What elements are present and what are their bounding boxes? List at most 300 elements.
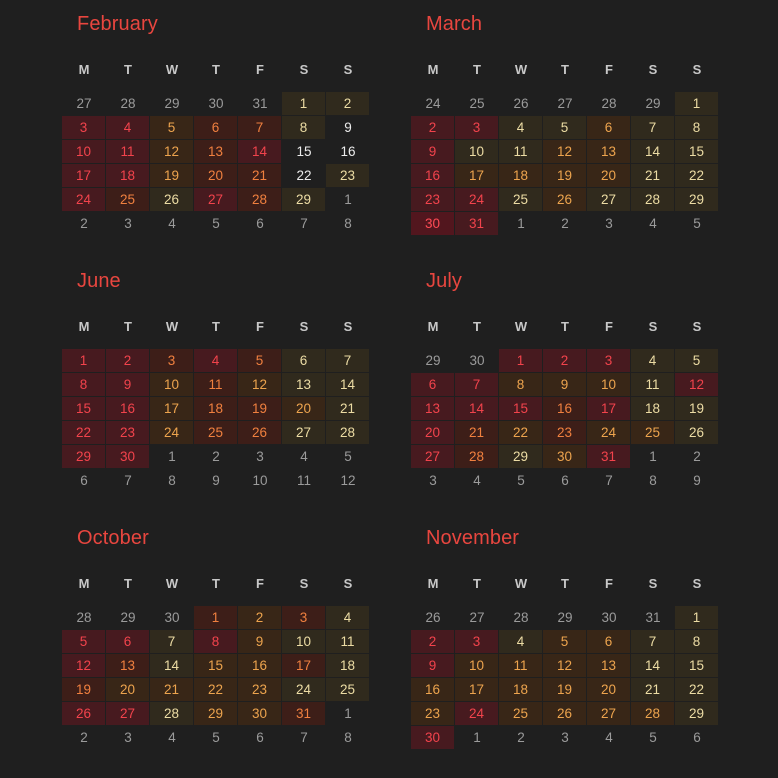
- day-cell[interactable]: 10: [252, 473, 268, 488]
- day-cell[interactable]: 28: [238, 188, 282, 212]
- day-cell[interactable]: 22: [296, 168, 312, 183]
- day-cell[interactable]: 6: [561, 473, 569, 488]
- day-cell[interactable]: 30: [469, 353, 485, 368]
- month-title[interactable]: October: [77, 527, 149, 549]
- weekday-label: S: [343, 576, 353, 591]
- day-cell[interactable]: 22: [194, 678, 238, 702]
- day-cell[interactable]: 30: [411, 212, 455, 236]
- day-cell[interactable]: 1: [649, 449, 657, 464]
- weekday-label: F: [256, 62, 264, 77]
- day-cell[interactable]: 1: [62, 349, 106, 373]
- day-cell[interactable]: 3: [455, 630, 499, 654]
- weekday-label: T: [473, 319, 481, 334]
- day-cell[interactable]: 5: [150, 116, 194, 140]
- day-cell[interactable]: 5: [212, 730, 220, 745]
- day-cell[interactable]: 27: [469, 610, 485, 625]
- day-cell[interactable]: 4: [649, 216, 657, 231]
- weekday-label: M: [427, 62, 439, 77]
- day-cell[interactable]: 20: [411, 421, 455, 445]
- day-cell[interactable]: 8: [344, 730, 352, 745]
- day-cell[interactable]: 7: [455, 373, 499, 397]
- day-cell[interactable]: 27: [106, 702, 150, 726]
- day-cell[interactable]: 11: [296, 473, 311, 488]
- day-cell[interactable]: 28: [601, 96, 617, 111]
- weekday-label: T: [124, 576, 132, 591]
- day-cell[interactable]: 25: [326, 678, 370, 702]
- day-cell[interactable]: 9: [238, 630, 282, 654]
- weekday-label: S: [692, 576, 702, 591]
- day-cell[interactable]: 6: [693, 730, 701, 745]
- day-cell[interactable]: 25: [499, 702, 543, 726]
- month-title[interactable]: June: [77, 270, 121, 292]
- day-cell[interactable]: 18: [499, 678, 543, 702]
- day-cell[interactable]: 13: [106, 654, 150, 678]
- day-cell[interactable]: 6: [587, 116, 631, 140]
- day-cell[interactable]: 24: [455, 702, 499, 726]
- day-cell[interactable]: 3: [282, 606, 326, 630]
- day-cell[interactable]: 4: [499, 116, 543, 140]
- day-cell[interactable]: 26: [150, 188, 194, 212]
- day-cell[interactable]: 31: [455, 212, 499, 236]
- day-cell[interactable]: 26: [238, 421, 282, 445]
- day-cell[interactable]: 18: [194, 397, 238, 421]
- day-cell[interactable]: 31: [252, 96, 268, 111]
- day-cell[interactable]: 11: [326, 630, 370, 654]
- day-cell[interactable]: 26: [425, 610, 441, 625]
- day-cell[interactable]: 4: [326, 606, 370, 630]
- day-cell[interactable]: 16: [411, 678, 455, 702]
- day-cell[interactable]: 1: [517, 216, 525, 231]
- day-cell[interactable]: 18: [499, 164, 543, 188]
- weekday-label: W: [165, 62, 179, 77]
- month-title[interactable]: July: [426, 270, 462, 292]
- day-cell[interactable]: 7: [238, 116, 282, 140]
- day-cell[interactable]: 19: [675, 397, 719, 421]
- day-cell[interactable]: 24: [455, 188, 499, 212]
- day-cell[interactable]: 2: [693, 449, 701, 464]
- weekday-header-row: [62, 576, 370, 592]
- weekday-label: T: [212, 319, 220, 334]
- day-cell[interactable]: 16: [238, 654, 282, 678]
- day-cell[interactable]: 15: [675, 140, 719, 164]
- weekday-label: S: [692, 62, 702, 77]
- day-cell[interactable]: 6: [587, 630, 631, 654]
- day-cell[interactable]: 25: [106, 188, 150, 212]
- day-cell[interactable]: 24: [282, 678, 326, 702]
- day-cell[interactable]: 7: [300, 216, 308, 231]
- day-cell[interactable]: 3: [429, 473, 437, 488]
- day-cell[interactable]: 22: [62, 421, 106, 445]
- day-cell[interactable]: 23: [326, 164, 370, 188]
- day-cell[interactable]: 29: [675, 188, 719, 212]
- day-cell[interactable]: 7: [631, 630, 675, 654]
- day-cell[interactable]: 27: [282, 421, 326, 445]
- day-cell[interactable]: 2: [561, 216, 569, 231]
- day-cell[interactable]: 12: [543, 654, 587, 678]
- day-cell[interactable]: 7: [326, 349, 370, 373]
- day-cell[interactable]: 4: [168, 730, 176, 745]
- day-cell[interactable]: 7: [124, 473, 132, 488]
- day-cell[interactable]: 29: [194, 702, 238, 726]
- day-cell[interactable]: 2: [212, 449, 220, 464]
- day-cell[interactable]: 17: [62, 164, 106, 188]
- day-cell[interactable]: 31: [282, 702, 326, 726]
- day-cell[interactable]: 18: [326, 654, 370, 678]
- day-cell[interactable]: 28: [631, 702, 675, 726]
- day-grid: [62, 349, 370, 493]
- day-cell[interactable]: 8: [499, 373, 543, 397]
- day-cell[interactable]: 5: [212, 216, 220, 231]
- day-cell[interactable]: 5: [675, 349, 719, 373]
- day-cell[interactable]: 14: [326, 373, 370, 397]
- day-cell[interactable]: 24: [587, 421, 631, 445]
- day-cell[interactable]: 10: [150, 373, 194, 397]
- day-cell[interactable]: 17: [282, 654, 326, 678]
- day-cell[interactable]: 3: [150, 349, 194, 373]
- weekday-label: T: [212, 62, 220, 77]
- weekday-label: W: [514, 576, 528, 591]
- day-cell[interactable]: 1: [344, 706, 352, 721]
- day-cell[interactable]: 27: [587, 702, 631, 726]
- day-cell[interactable]: 9: [693, 473, 701, 488]
- day-cell[interactable]: 3: [561, 730, 569, 745]
- day-cell[interactable]: 19: [543, 678, 587, 702]
- day-cell[interactable]: 4: [499, 630, 543, 654]
- day-cell[interactable]: 29: [557, 610, 573, 625]
- day-cell[interactable]: 27: [194, 188, 238, 212]
- day-cell[interactable]: 22: [499, 421, 543, 445]
- day-cell[interactable]: 3: [256, 449, 264, 464]
- day-cell[interactable]: 25: [499, 188, 543, 212]
- day-cell[interactable]: 8: [675, 116, 719, 140]
- day-cell[interactable]: 31: [587, 445, 631, 469]
- day-cell[interactable]: 23: [411, 188, 455, 212]
- day-cell[interactable]: 10: [587, 373, 631, 397]
- day-cell[interactable]: 28: [150, 702, 194, 726]
- day-cell[interactable]: 27: [76, 96, 92, 111]
- day-cell[interactable]: 26: [543, 702, 587, 726]
- day-cell[interactable]: 28: [455, 445, 499, 469]
- day-cell[interactable]: 31: [645, 610, 661, 625]
- day-cell[interactable]: 2: [80, 730, 88, 745]
- day-cell[interactable]: 4: [605, 730, 613, 745]
- day-cell[interactable]: 5: [543, 116, 587, 140]
- day-cell[interactable]: 13: [282, 373, 326, 397]
- day-cell[interactable]: 2: [411, 630, 455, 654]
- day-cell[interactable]: 1: [194, 606, 238, 630]
- weekday-header-row: [62, 62, 370, 78]
- day-cell[interactable]: 5: [344, 449, 352, 464]
- day-cell[interactable]: 2: [106, 349, 150, 373]
- day-cell[interactable]: 17: [455, 678, 499, 702]
- weekday-label: W: [514, 319, 528, 334]
- day-cell[interactable]: 3: [605, 216, 613, 231]
- day-grid: [411, 92, 719, 236]
- weekday-header-row: [62, 319, 370, 335]
- day-cell[interactable]: 2: [517, 730, 525, 745]
- day-cell[interactable]: 1: [499, 349, 543, 373]
- day-cell[interactable]: 20: [587, 678, 631, 702]
- day-cell[interactable]: 1: [675, 92, 719, 116]
- day-cell[interactable]: 30: [601, 610, 617, 625]
- day-cell[interactable]: 30: [164, 610, 180, 625]
- day-cell[interactable]: 29: [425, 353, 441, 368]
- weekday-label: T: [212, 576, 220, 591]
- day-cell[interactable]: 1: [344, 192, 352, 207]
- month-title[interactable]: November: [426, 527, 520, 549]
- day-cell[interactable]: 15: [499, 397, 543, 421]
- day-cell[interactable]: 28: [513, 610, 529, 625]
- day-cell[interactable]: 9: [106, 373, 150, 397]
- day-cell[interactable]: 23: [238, 678, 282, 702]
- day-cell[interactable]: 9: [411, 140, 455, 164]
- day-cell[interactable]: 9: [344, 120, 352, 135]
- day-cell[interactable]: 6: [256, 216, 264, 231]
- day-cell[interactable]: 2: [543, 349, 587, 373]
- day-cell[interactable]: 13: [411, 397, 455, 421]
- day-cell[interactable]: 15: [675, 654, 719, 678]
- day-cell[interactable]: 12: [238, 373, 282, 397]
- day-cell[interactable]: 24: [62, 188, 106, 212]
- day-cell[interactable]: 29: [62, 445, 106, 469]
- weekday-label: S: [343, 319, 353, 334]
- day-cell[interactable]: 27: [411, 445, 455, 469]
- day-cell[interactable]: 5: [238, 349, 282, 373]
- day-cell[interactable]: 29: [164, 96, 180, 111]
- day-cell[interactable]: 21: [455, 421, 499, 445]
- day-cell[interactable]: 30: [411, 726, 455, 750]
- day-cell[interactable]: 6: [411, 373, 455, 397]
- day-cell[interactable]: 21: [631, 678, 675, 702]
- day-cell[interactable]: 12: [675, 373, 719, 397]
- day-cell[interactable]: 25: [469, 96, 485, 111]
- day-cell[interactable]: 8: [168, 473, 176, 488]
- day-cell[interactable]: 2: [411, 116, 455, 140]
- day-cell[interactable]: 16: [106, 397, 150, 421]
- day-cell[interactable]: 1: [168, 449, 176, 464]
- day-cell[interactable]: 23: [411, 702, 455, 726]
- weekday-label: T: [124, 319, 132, 334]
- day-cell[interactable]: 16: [543, 397, 587, 421]
- day-cell[interactable]: 28: [120, 96, 136, 111]
- day-cell[interactable]: 17: [587, 397, 631, 421]
- day-cell[interactable]: 16: [411, 164, 455, 188]
- day-cell[interactable]: 30: [106, 445, 150, 469]
- day-cell[interactable]: 13: [587, 654, 631, 678]
- day-cell[interactable]: 2: [80, 216, 88, 231]
- day-cell[interactable]: 3: [62, 116, 106, 140]
- day-cell[interactable]: 6: [282, 349, 326, 373]
- day-cell[interactable]: 21: [150, 678, 194, 702]
- day-cell[interactable]: 5: [693, 216, 701, 231]
- day-grid: [411, 606, 719, 750]
- day-cell[interactable]: 24: [150, 421, 194, 445]
- day-cell[interactable]: 29: [120, 610, 136, 625]
- weekday-label: T: [473, 62, 481, 77]
- day-cell[interactable]: 8: [675, 630, 719, 654]
- day-cell[interactable]: 5: [649, 730, 657, 745]
- day-cell[interactable]: 26: [675, 421, 719, 445]
- day-cell[interactable]: 23: [543, 421, 587, 445]
- day-cell[interactable]: 12: [543, 140, 587, 164]
- day-cell[interactable]: 12: [340, 473, 356, 488]
- day-cell[interactable]: 6: [256, 730, 264, 745]
- day-cell[interactable]: 14: [455, 397, 499, 421]
- day-cell[interactable]: 10: [455, 654, 499, 678]
- weekday-label: F: [605, 62, 613, 77]
- day-cell[interactable]: 21: [631, 164, 675, 188]
- day-cell[interactable]: 9: [212, 473, 220, 488]
- day-cell[interactable]: 10: [282, 630, 326, 654]
- day-cell[interactable]: 15: [62, 397, 106, 421]
- day-cell[interactable]: 6: [106, 630, 150, 654]
- day-cell[interactable]: 20: [106, 678, 150, 702]
- day-cell[interactable]: 14: [238, 140, 282, 164]
- day-cell[interactable]: 14: [150, 654, 194, 678]
- day-cell[interactable]: 19: [238, 397, 282, 421]
- day-cell[interactable]: 12: [150, 140, 194, 164]
- day-cell[interactable]: 1: [282, 92, 326, 116]
- day-cell[interactable]: 18: [631, 397, 675, 421]
- weekday-label: F: [256, 576, 264, 591]
- day-cell[interactable]: 3: [124, 216, 132, 231]
- day-cell[interactable]: 19: [62, 678, 106, 702]
- day-cell[interactable]: 10: [455, 140, 499, 164]
- weekday-label: F: [605, 576, 613, 591]
- day-cell[interactable]: 8: [194, 630, 238, 654]
- day-cell[interactable]: 18: [106, 164, 150, 188]
- day-cell[interactable]: 6: [194, 116, 238, 140]
- day-cell[interactable]: 17: [455, 164, 499, 188]
- day-cell[interactable]: 25: [631, 421, 675, 445]
- weekday-label: S: [299, 62, 309, 77]
- weekday-label: M: [427, 576, 439, 591]
- day-cell[interactable]: 20: [587, 164, 631, 188]
- day-cell[interactable]: 8: [282, 116, 326, 140]
- day-cell[interactable]: 27: [587, 188, 631, 212]
- day-cell[interactable]: 15: [296, 144, 312, 159]
- day-cell[interactable]: 17: [150, 397, 194, 421]
- day-cell[interactable]: 23: [106, 421, 150, 445]
- day-cell[interactable]: 20: [282, 397, 326, 421]
- day-cell[interactable]: 6: [80, 473, 88, 488]
- day-cell[interactable]: 4: [631, 349, 675, 373]
- day-cell[interactable]: 8: [62, 373, 106, 397]
- weekday-label: T: [561, 62, 569, 77]
- day-cell[interactable]: 4: [106, 116, 150, 140]
- weekday-label: S: [343, 62, 353, 77]
- day-cell[interactable]: 19: [543, 164, 587, 188]
- month-title[interactable]: March: [426, 13, 483, 35]
- day-cell[interactable]: 26: [543, 188, 587, 212]
- day-cell[interactable]: 22: [675, 678, 719, 702]
- day-cell[interactable]: 11: [631, 373, 675, 397]
- day-cell[interactable]: 4: [300, 449, 308, 464]
- weekday-header-row: [411, 576, 719, 592]
- weekday-label: T: [561, 576, 569, 591]
- day-cell[interactable]: 7: [605, 473, 613, 488]
- day-cell[interactable]: 2: [326, 92, 370, 116]
- day-cell[interactable]: 19: [150, 164, 194, 188]
- weekday-header-row: [411, 319, 719, 335]
- day-cell[interactable]: 7: [300, 730, 308, 745]
- day-cell[interactable]: 30: [543, 445, 587, 469]
- day-cell[interactable]: 7: [631, 116, 675, 140]
- weekday-label: T: [124, 62, 132, 77]
- day-cell[interactable]: 15: [194, 654, 238, 678]
- weekday-label: S: [648, 576, 658, 591]
- day-cell[interactable]: 21: [326, 397, 370, 421]
- day-cell[interactable]: 26: [513, 96, 529, 111]
- day-cell[interactable]: 7: [150, 630, 194, 654]
- day-cell[interactable]: 20: [194, 164, 238, 188]
- day-cell[interactable]: 5: [543, 630, 587, 654]
- day-cell[interactable]: 14: [631, 654, 675, 678]
- day-cell[interactable]: 22: [675, 164, 719, 188]
- day-cell[interactable]: 13: [194, 140, 238, 164]
- weekday-label: W: [165, 576, 179, 591]
- weekday-label: F: [256, 319, 264, 334]
- day-cell[interactable]: 4: [168, 216, 176, 231]
- day-cell[interactable]: 1: [675, 606, 719, 630]
- day-cell[interactable]: 21: [238, 164, 282, 188]
- day-cell[interactable]: 14: [631, 140, 675, 164]
- weekday-label: W: [165, 319, 179, 334]
- day-cell[interactable]: 11: [499, 654, 543, 678]
- day-cell[interactable]: 26: [62, 702, 106, 726]
- month-title[interactable]: February: [77, 13, 158, 35]
- day-cell[interactable]: 11: [499, 140, 543, 164]
- day-cell[interactable]: 3: [455, 116, 499, 140]
- day-cell[interactable]: 2: [238, 606, 282, 630]
- day-cell[interactable]: 28: [631, 188, 675, 212]
- day-cell[interactable]: 9: [411, 654, 455, 678]
- day-cell[interactable]: 16: [340, 144, 356, 159]
- weekday-label: M: [78, 62, 90, 77]
- day-cell[interactable]: 30: [208, 96, 224, 111]
- day-cell[interactable]: 29: [282, 188, 326, 212]
- day-cell[interactable]: 29: [499, 445, 543, 469]
- day-cell[interactable]: 10: [62, 140, 106, 164]
- day-cell[interactable]: 30: [238, 702, 282, 726]
- day-cell[interactable]: 8: [344, 216, 352, 231]
- day-cell[interactable]: 27: [557, 96, 573, 111]
- day-cell[interactable]: 5: [62, 630, 106, 654]
- day-cell[interactable]: 8: [649, 473, 657, 488]
- day-cell[interactable]: 1: [473, 730, 481, 745]
- day-cell[interactable]: 28: [326, 421, 370, 445]
- weekday-label: M: [78, 319, 90, 334]
- day-cell[interactable]: 29: [675, 702, 719, 726]
- day-cell[interactable]: 11: [194, 373, 238, 397]
- day-cell[interactable]: 3: [587, 349, 631, 373]
- day-grid: [62, 606, 370, 750]
- day-cell[interactable]: 29: [645, 96, 661, 111]
- day-cell[interactable]: 3: [124, 730, 132, 745]
- day-cell[interactable]: 9: [543, 373, 587, 397]
- day-cell[interactable]: 28: [76, 610, 92, 625]
- day-cell[interactable]: 4: [473, 473, 481, 488]
- day-cell[interactable]: 4: [194, 349, 238, 373]
- day-cell[interactable]: 24: [425, 96, 441, 111]
- day-cell[interactable]: 12: [62, 654, 106, 678]
- weekday-label: T: [561, 319, 569, 334]
- day-grid: [411, 349, 719, 493]
- day-cell[interactable]: 13: [587, 140, 631, 164]
- day-cell[interactable]: 25: [194, 421, 238, 445]
- day-cell[interactable]: 11: [106, 140, 150, 164]
- day-cell[interactable]: 5: [517, 473, 525, 488]
